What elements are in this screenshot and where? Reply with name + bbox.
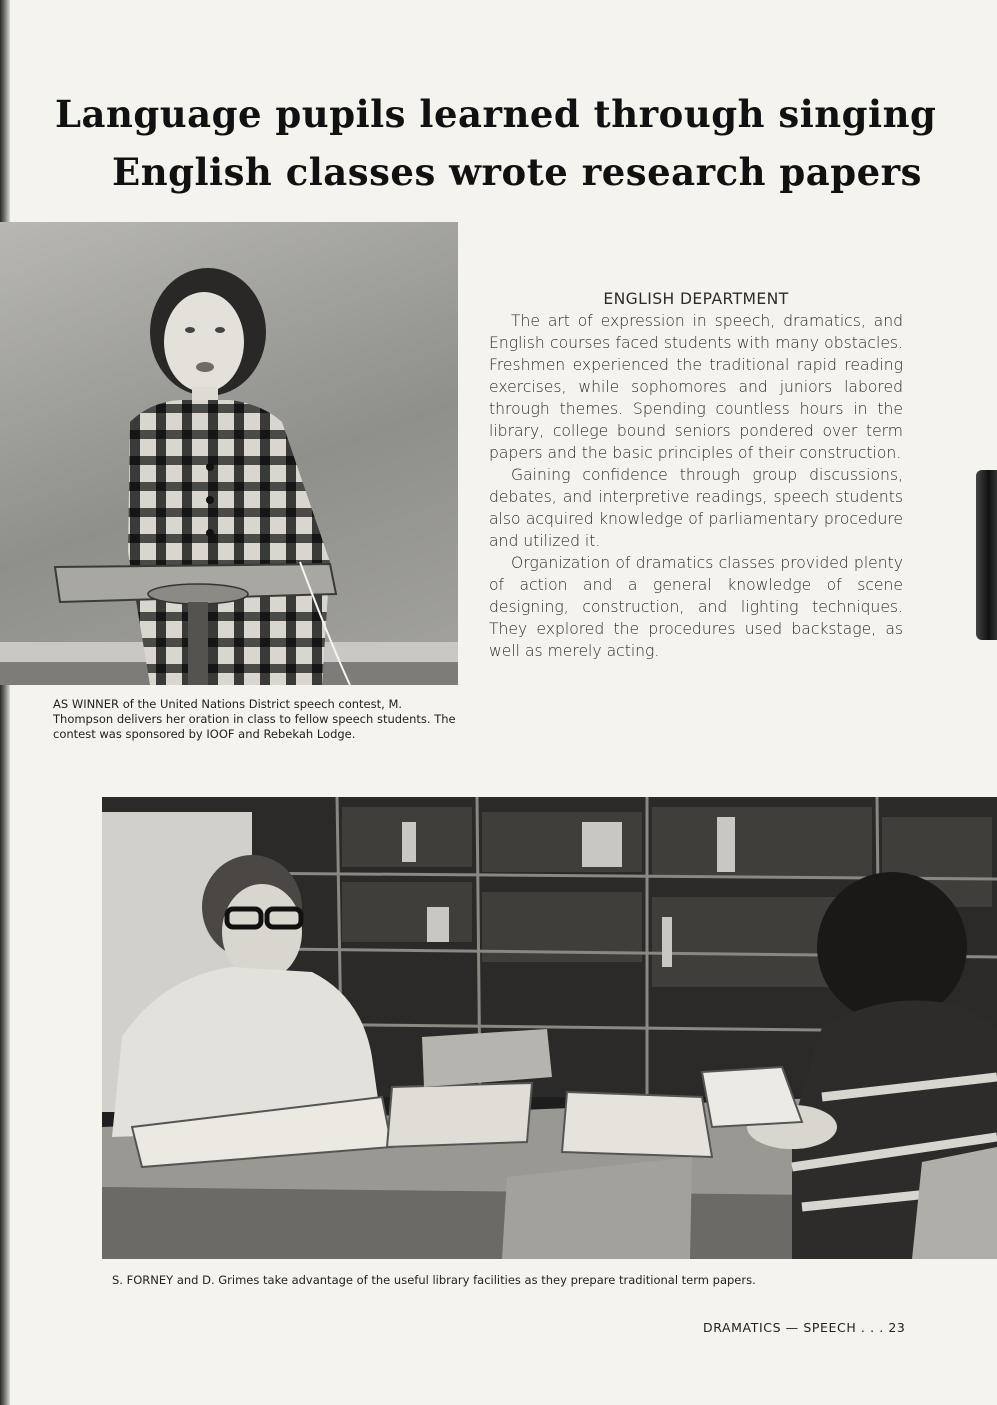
speaker-photo-illustration: [0, 222, 458, 685]
library-photo: [102, 797, 997, 1259]
binder-tab: [976, 470, 997, 640]
article-paragraph-2: Gaining confidence through group discussions, debates, and interpretive readings, speech students also acquired knowledge of parliamentary procedure and utilized it.: [489, 466, 903, 550]
speaker-photo: [0, 222, 458, 685]
headline-line-2: English classes wrote research papers: [112, 150, 922, 194]
headline-line-1: Language pupils learned through singing: [55, 92, 937, 136]
article-heading: ENGLISH DEPARTMENT: [603, 290, 789, 308]
page-binding-edge: [0, 0, 10, 1405]
english-department-article: [489, 288, 903, 662]
library-photo-caption: S. FORNEY and D. Grimes take advantage of the useful library facilities as they prepare traditional term papers.: [112, 1273, 756, 1287]
page-footer: DRAMATICS — SPEECH . . . 23: [703, 1320, 906, 1335]
speaker-photo-caption: AS WINNER of the United Nations District speech contest, M. Thompson delivers her oration in class to fellow speech students. The contest was sponsored by IOOF and Rebekah Lodge.: [53, 697, 456, 741]
article-paragraph-3: Organization of dramatics classes provided plenty of action and a general knowledge of scene designing, construction, and lighting techniques. They explored the procedures used backstage, as well as merely acting.: [489, 554, 903, 660]
article-paragraph-1: The art of expression in speech, dramatics, and English courses faced students with many obstacles. Freshmen experienced the traditional rapid reading exercises, while sophomores and juniors labored through themes. Spending countless hours in the library, college bound seniors pondered over term papers and the basic principles of their construction.: [489, 312, 903, 462]
library-photo-illustration: [102, 797, 997, 1259]
